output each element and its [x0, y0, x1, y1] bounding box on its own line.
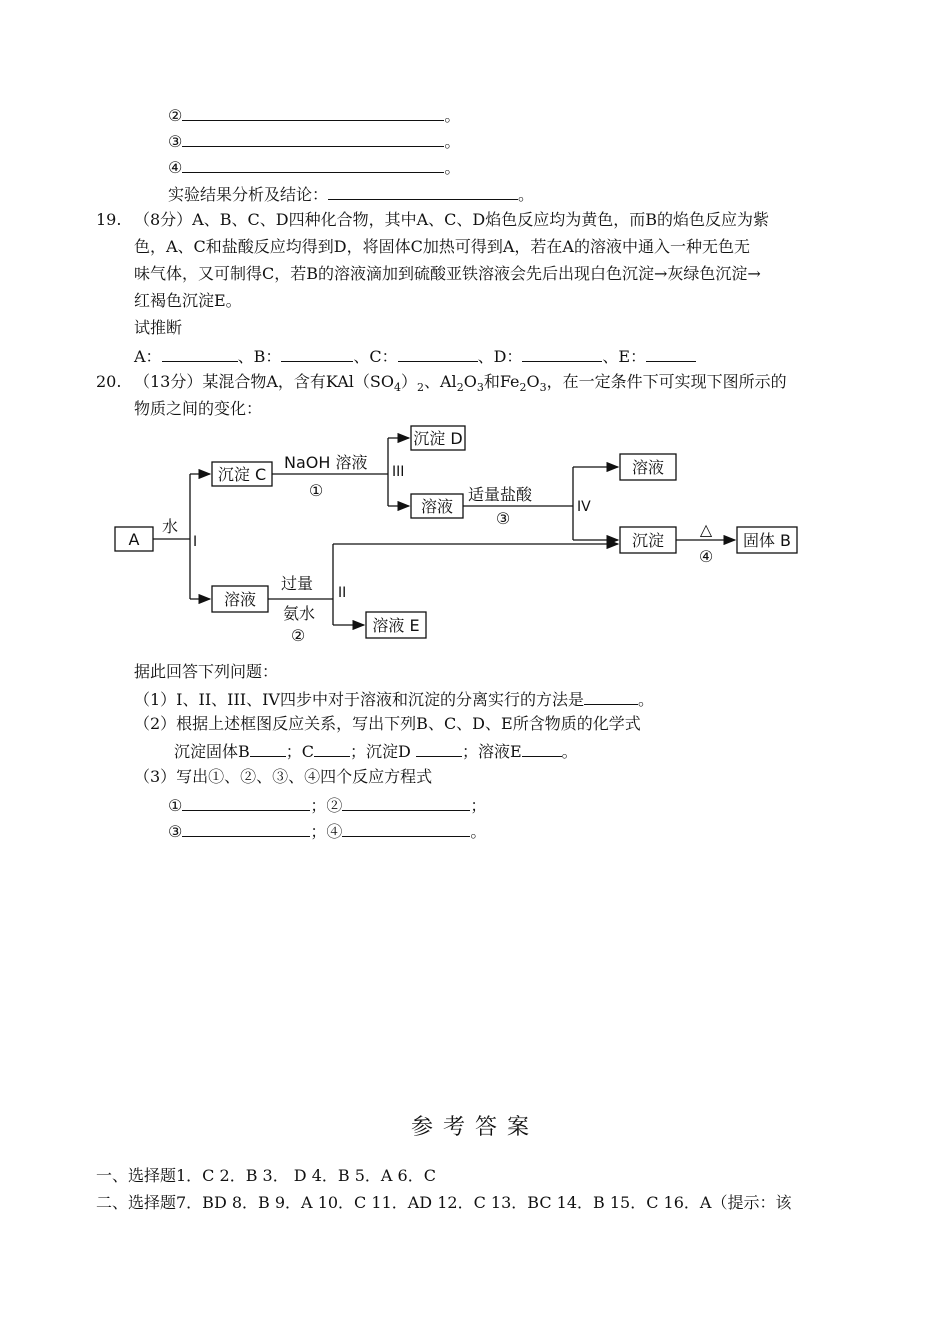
q20-sub2-fill: 沉淀固体B ；C ；沉淀D ；溶液E 。: [174, 742, 578, 761]
box-a-label: A: [128, 530, 140, 549]
q20-sub2: （2）根据上述框图反应关系，写出下列B、C、D、E所含物质的化学式: [134, 714, 641, 733]
label-delta: △: [699, 520, 713, 539]
step-4-label: ④: [168, 158, 183, 177]
q20-number: 20.: [96, 372, 122, 391]
box-solution-e-label: 溶液 E: [372, 616, 420, 635]
label-step-iv: IV: [577, 499, 591, 515]
q19-line2: 色，A、C和盐酸反应均得到D，将固体C加热可得到A，若在A的溶液中通入一种无色无: [134, 237, 750, 256]
period: 。: [444, 132, 461, 151]
eq3-blank[interactable]: [182, 820, 310, 837]
box-solution-2-label: 溶液: [631, 458, 665, 477]
q20-line1: （13分）某混合物A，含有$KAl(SO_4)_2$、$Al_2O_3$和$Fe_2O_3$，在一定条件下可实现下图所示的: [134, 372, 787, 395]
conclusion-label: 实验结果分析及结论：: [168, 185, 329, 204]
q20-line2: 物质之间的变化：: [134, 399, 263, 418]
label-circle-3: ③: [495, 509, 511, 528]
q20-eq-row2: ③ ；④ 。: [168, 822, 487, 841]
box-precip-c-label: 沉淀 C: [217, 465, 267, 484]
label-circle-4: ④: [698, 547, 714, 566]
label-step-i: I: [193, 534, 198, 550]
q20-sub3: （3）写出①、②、③、④四个反应方程式: [134, 767, 433, 786]
q20-eq-row1: ① ；② ；: [168, 796, 487, 815]
label-b: 、B：: [237, 347, 282, 366]
q19-line1: （8分）A、B、C、D四种化合物，其中A、C、D焰色反应均为黄色，而B的焰色反应为紫: [134, 210, 769, 229]
box-precip-d-label: 沉淀 D: [413, 429, 463, 448]
q19-infer: 试推断: [134, 318, 183, 337]
step-3-label: ③: [168, 132, 183, 151]
blank-solid-b[interactable]: [250, 740, 286, 757]
eq4-blank[interactable]: [342, 820, 470, 837]
answers-title: 参考答案: [410, 1115, 539, 1140]
q20-prompt: 据此回答下列问题：: [134, 662, 279, 681]
label-circle-2: ②: [290, 626, 306, 645]
q20-sub1: （1）I、II、III、IV四步中对于溶液和沉淀的分离实行的方法是 。: [134, 690, 654, 709]
label-naoh: NaOH 溶液: [284, 453, 368, 472]
label-e: 、E：: [602, 347, 647, 366]
blank-solution-e[interactable]: [522, 740, 562, 757]
label-hcl: 适量盐酸: [468, 485, 533, 504]
blank-precip-d[interactable]: [416, 740, 462, 757]
period: 。: [518, 185, 535, 204]
box-solid-b-label: 固体 B: [742, 531, 792, 550]
label-a: A：: [134, 347, 162, 366]
label-ammonia: 氨水: [283, 604, 316, 623]
label-circle-1: ①: [308, 481, 324, 500]
label-c: 、C：: [353, 347, 398, 366]
q19-line3: 味气体，又可制得C，若B的溶液滴加到硫酸亚铁溶液会先后出现白色沉淀→灰绿色沉淀→: [134, 264, 761, 283]
label-water: 水: [162, 517, 179, 536]
q19-number: 19.: [96, 210, 122, 229]
box-solution-3-label: 溶液: [223, 590, 257, 609]
answers-line2: 二、选择题7．BD 8．B 9．A 10．C 11．AD 12．C 13．BC 14．B 15．C 16．A（提示：该: [96, 1193, 792, 1212]
q19-line4: 红褐色沉淀E。: [134, 291, 242, 310]
eq2-blank[interactable]: [342, 794, 470, 811]
blank-c[interactable]: [314, 740, 350, 757]
label-d: 、D：: [477, 347, 523, 366]
period: 。: [444, 106, 461, 125]
step-2-label: ②: [168, 106, 183, 125]
eq1-blank[interactable]: [182, 794, 310, 811]
box-precip-label: 沉淀: [631, 531, 665, 550]
label-step-ii: II: [338, 585, 347, 601]
label-step-iii: III: [392, 464, 405, 480]
answers-line1: 一、选择题1．C 2．B 3． D 4．B 5．A 6．C: [96, 1166, 436, 1185]
period: 。: [444, 158, 461, 177]
box-solution-1-label: 溶液: [420, 497, 454, 516]
sub1-blank[interactable]: [584, 688, 638, 705]
label-excess: 过量: [281, 574, 314, 593]
